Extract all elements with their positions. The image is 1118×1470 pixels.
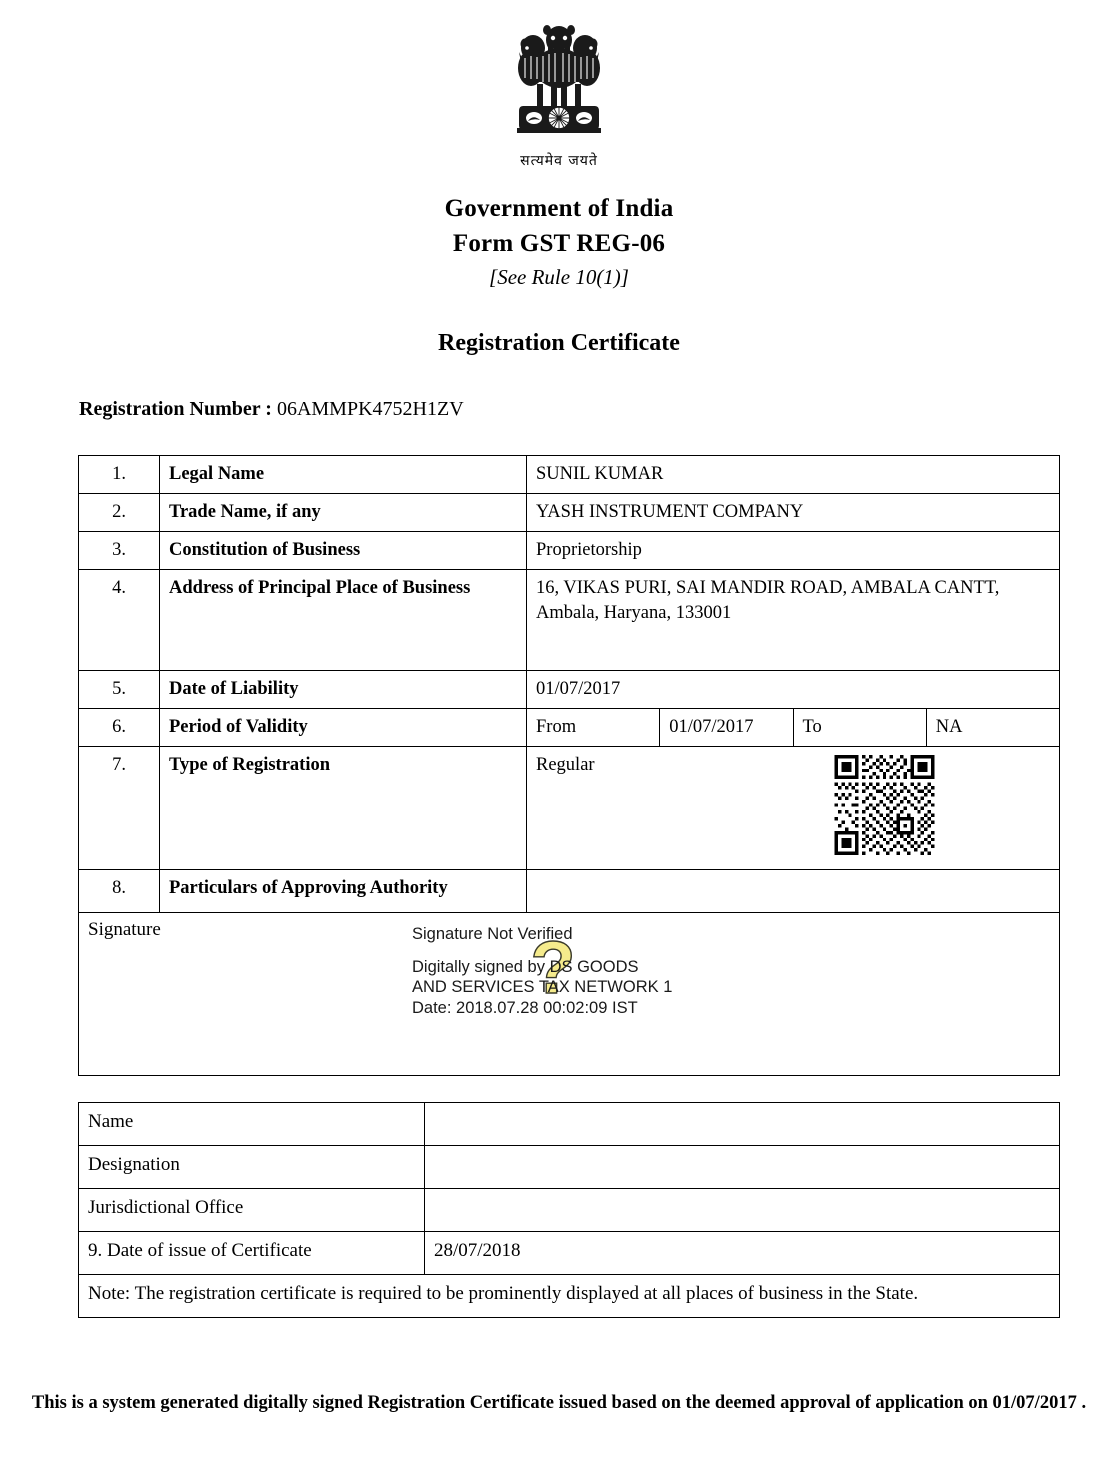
row-label-date-of-liability: Date of Liability [160, 670, 527, 708]
row-number: 4. [79, 569, 160, 670]
row-value-type-of-registration [527, 746, 1060, 869]
row-number: 6. [79, 708, 160, 746]
jurisdictional-office-value [425, 1189, 1060, 1232]
svg-text:?: ? [530, 930, 576, 1003]
form-title: Form GST REG-06 [452, 229, 666, 257]
table-row [79, 708, 1060, 746]
signature-not-verified: Signature Not Verified [412, 924, 573, 943]
signature-signed-by-line2: AND SERVICES TAX NETWORK 1 [412, 978, 673, 997]
issue-date-label: 9. Date of issue of Certificate [79, 1232, 425, 1275]
table-row [79, 869, 1060, 912]
designation-label: Designation [79, 1146, 425, 1189]
jurisdictional-office-label: Jurisdictional Office [79, 1189, 425, 1232]
state-emblem-icon [503, 18, 615, 153]
table-row [79, 746, 1060, 869]
row-label-type-of-registration: Type of Registration [160, 746, 527, 869]
name-value [425, 1103, 1060, 1146]
address-line-1: 16, VIKAS PURI, SAI MANDIR ROAD, AMBALA CANTT, [536, 577, 1000, 598]
row-label-approving-authority: Particulars of Approving Authority [160, 869, 527, 912]
row-value-trade-name: YASH INSTRUMENT COMPANY [527, 493, 1060, 531]
type-of-registration-text: Regular [536, 754, 595, 775]
validity-to-value: NA [926, 708, 1059, 746]
table-row [79, 531, 1060, 569]
registration-number-label: Registration Number : [79, 398, 272, 420]
table-row [79, 456, 1060, 494]
table-row [79, 569, 1060, 670]
table-row [79, 670, 1060, 708]
qr-code [828, 755, 941, 855]
footer-note: This is a system generated digitally signed Registration Certificate issued based on the deemed approval of application on 01/07/2017 . [31, 1393, 1087, 1413]
row-label-constitution: Constitution of Business [160, 531, 527, 569]
address-line-2: Ambala, Haryana, 133001 [536, 602, 732, 623]
row-number: 1. [79, 456, 160, 494]
row-value-legal-name: SUNIL KUMAR [527, 456, 1060, 494]
row-label-trade-name: Trade Name, if any [160, 493, 527, 531]
row-value-constitution: Proprietorship [527, 531, 1060, 569]
row-number: 7. [79, 746, 160, 869]
row-number: 8. [79, 869, 160, 912]
row-label-address: Address of Principal Place of Business [160, 569, 527, 670]
name-label: Name [79, 1103, 425, 1146]
registration-number-value: 06AMMPK4752H1ZV [276, 398, 464, 420]
table-row [79, 493, 1060, 531]
government-title: Government of India [444, 195, 674, 222]
document-header [0, 192, 1118, 294]
row-label-period-of-validity: Period of Validity [160, 708, 527, 746]
signature-date: Date: 2018.07.28 00:02:09 IST [412, 998, 638, 1017]
row-number: 2. [79, 493, 160, 531]
validity-from-value: 01/07/2017 [660, 708, 793, 746]
signature-cell [79, 912, 1060, 1075]
note-row [79, 1275, 1060, 1318]
signature-text-block [412, 925, 672, 1019]
row-label-legal-name: Legal Name [160, 456, 527, 494]
row-value-date-of-liability: 01/07/2017 [527, 670, 1060, 708]
row-number: 3. [79, 531, 160, 569]
signature-signed-by-line1: Digitally signed by DS GOODS [412, 957, 639, 976]
table-row [79, 1232, 1060, 1275]
certificate-details-table [78, 455, 1060, 1076]
emblem-motto: सत्यमेव जयते [520, 153, 598, 169]
table-row [79, 1146, 1060, 1189]
issue-date-value: 28/07/2018 [425, 1232, 1060, 1275]
page-title: Registration Certificate [438, 330, 680, 356]
display-note: Note: The registration certificate is required to be prominently displayed at all places of business in the State. [79, 1275, 1060, 1318]
digital-signature-stamp [412, 925, 742, 1045]
rule-reference: [See Rule 10(1)] [489, 265, 629, 289]
emblem-container [0, 18, 1118, 170]
signature-heading: Signature [88, 918, 161, 940]
registration-number-line [79, 398, 464, 421]
row-value-approving-authority [527, 869, 1060, 912]
validity-to-label: To [793, 708, 926, 746]
table-row [79, 1103, 1060, 1146]
signature-row [79, 912, 1060, 1075]
row-value-address [527, 569, 1060, 670]
designation-value [425, 1146, 1060, 1189]
table-row [79, 1189, 1060, 1232]
authority-details-table [78, 1102, 1060, 1318]
validity-from-label: From [527, 708, 660, 746]
row-number: 5. [79, 670, 160, 708]
